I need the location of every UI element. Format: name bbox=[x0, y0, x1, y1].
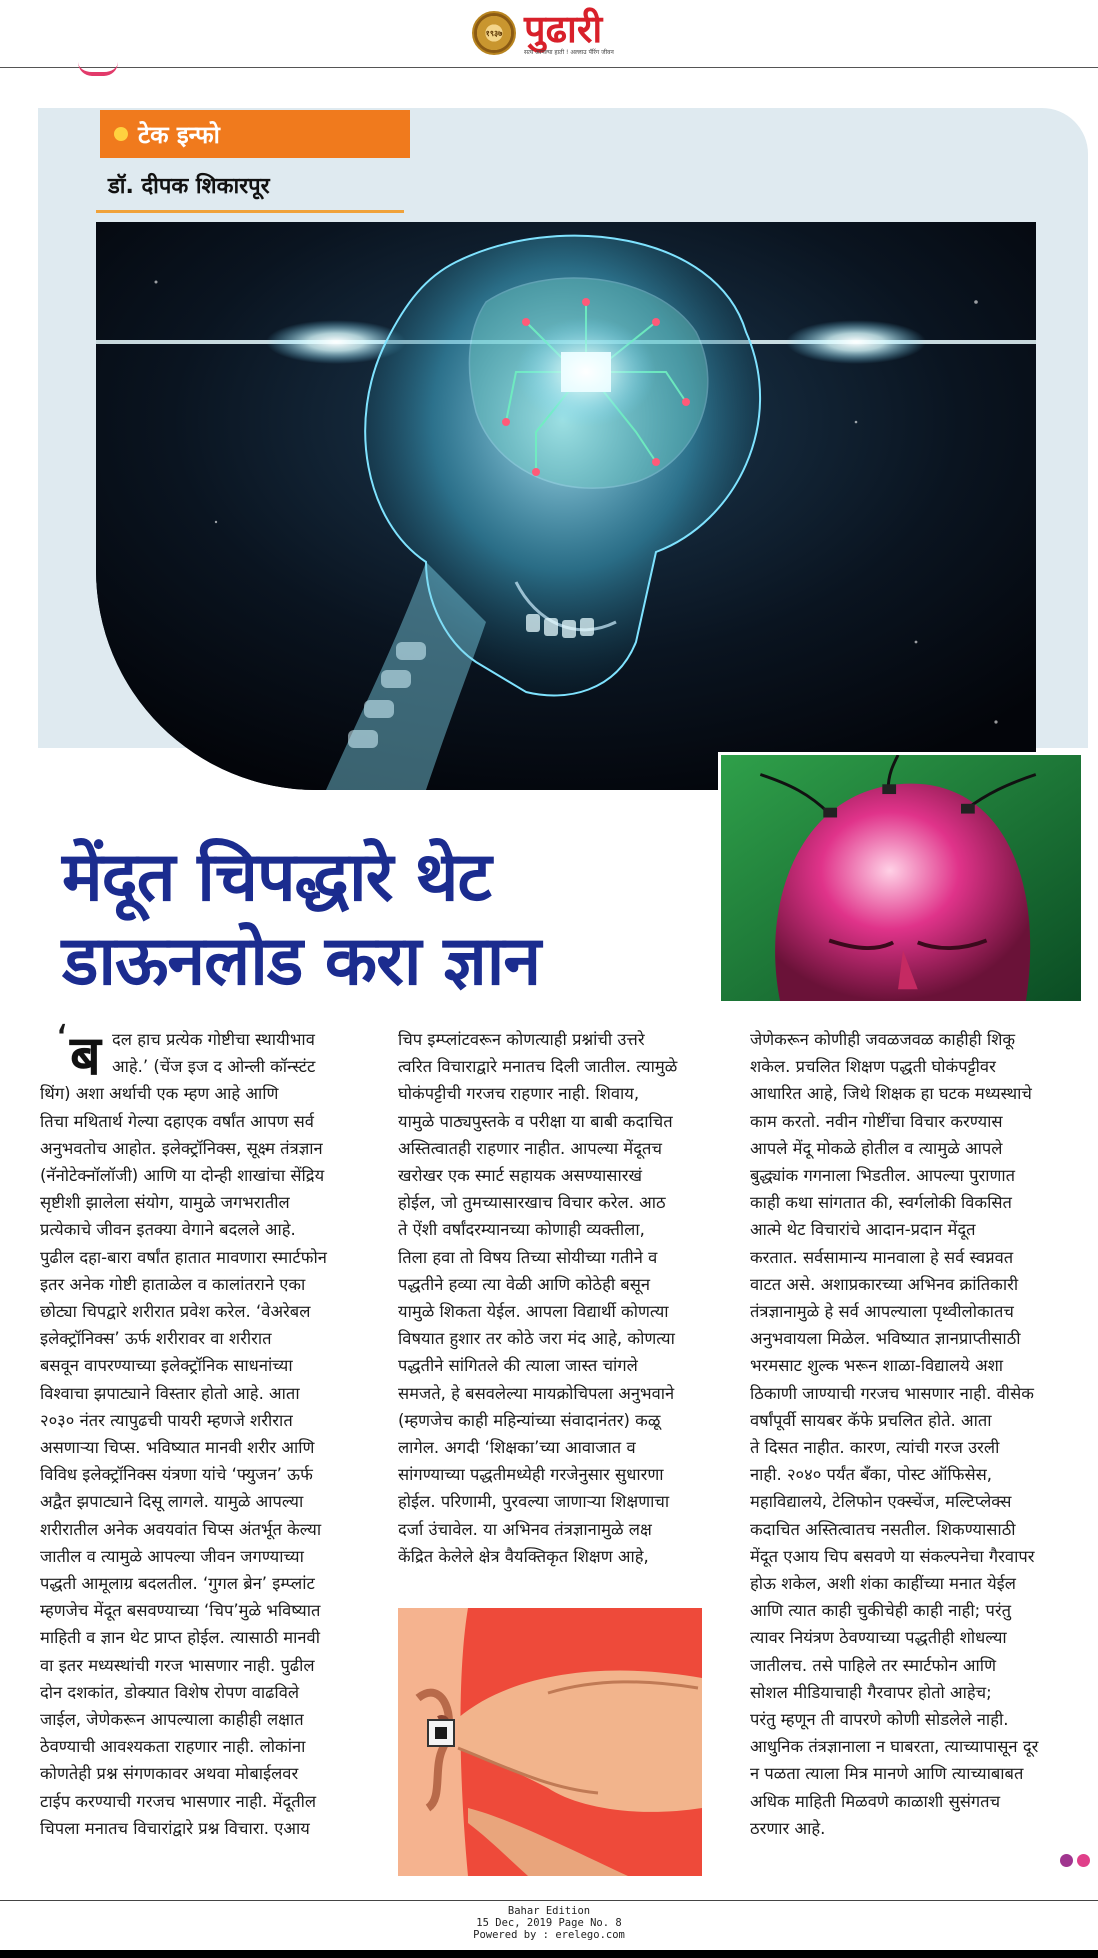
date-page-label: 15 Dec, 2019 Page No. 8 bbox=[476, 1917, 622, 1929]
headline-line-1: मेंदूत चिपद्धारे थेट bbox=[62, 838, 491, 917]
body-line: आधारित आहे, जिथे शिक्षक हा घटक मध्यस्थाचे bbox=[750, 1084, 1032, 1104]
body-line: वा इतर मध्यस्थांची गरज भासणार नाही. पुढील bbox=[40, 1655, 315, 1675]
headline-line-2: डाऊनलोड करा ज्ञान bbox=[62, 922, 541, 1001]
body-line: सोशल मीडियाचाही गैरवापर होतो आहेच; bbox=[750, 1682, 992, 1702]
body-line: अनुभवायला मिळेल. भविष्यात ज्ञानप्राप्तीसाठी bbox=[750, 1329, 1021, 1349]
body-line: विषयात हुशार तर कोठे जरा मंद आहे, कोणत्या bbox=[398, 1329, 675, 1349]
body-line: जातील व त्यामुळे आपल्या जीवन जगण्याच्या bbox=[40, 1546, 304, 1566]
body-line: अधिक माहिती मिळवणे काळाशी सुसंगतच bbox=[750, 1791, 1001, 1811]
footer-bar bbox=[0, 1950, 1098, 1958]
body-line: होईल, जो तुमच्यासारखाच विचार करेल. आठ bbox=[398, 1193, 666, 1213]
opening-quote: ‘ bbox=[56, 1017, 69, 1063]
body-line: अनुभवतोच आहोत. इलेक्ट्रॉनिक्स, सूक्ष्म तंत्रज्ञान bbox=[40, 1138, 323, 1158]
body-line: त्वरित विचाराद्वारे मनातच दिली जातील. त्यामुळे bbox=[398, 1057, 678, 1077]
article-column-3 bbox=[750, 1026, 1090, 1842]
body-line: यामुळे पाठ्यपुस्तके व परीक्षा या बाबी कदाचित bbox=[398, 1111, 673, 1131]
body-line: कोणतेही प्रश्न संगणकावर अथवा मोबाईलवर bbox=[40, 1764, 299, 1784]
body-line: सृष्टीशी झालेला संयोग, यामुळे जगभरातील bbox=[40, 1193, 290, 1213]
body-line: पद्धती आमूलाग्र बदलतील. ‘गुगल ब्रेन’ इम्प्लांट bbox=[40, 1574, 315, 1594]
fingers-chip-ear-illustration bbox=[398, 1608, 702, 1876]
body-line: दल हाच प्रत्येक गोष्टीचा स्थायीभाव bbox=[112, 1030, 315, 1049]
body-line: शकेल. प्रचलित शिक्षण पद्धती घोकंपट्टीवर bbox=[750, 1057, 996, 1077]
body-line: (नॅनोटेक्नॉलॉजी) आणि या दोन्ही शाखांचा सेंद्रिय bbox=[40, 1166, 325, 1186]
body-line: लागेल. अगदी ‘शिक्षका’च्या आवाजात व bbox=[398, 1438, 636, 1458]
body-line: इलेक्ट्रॉनिक्स’ ऊर्फ शरीरावर वा शरीरात bbox=[40, 1329, 272, 1349]
body-line: म्हणजेच मेंदूत बसवण्याच्या ‘चिप’मुळे भविष्यात bbox=[40, 1601, 321, 1621]
body-line: (म्हणजेच काही महिन्यांच्या संवादानंतर) कळू bbox=[398, 1410, 661, 1430]
hero-image bbox=[96, 222, 1036, 790]
body-line: छोट्या चिपद्वारे शरीरात प्रवेश करेल. ‘वेअरेबल bbox=[40, 1302, 311, 1322]
wired-head-illustration bbox=[721, 755, 1081, 1001]
drop-cap: ब bbox=[70, 1024, 101, 1087]
body-line: मेंदूत एआय चिप बसवणे या संकल्पनेचा गैरवापर bbox=[750, 1546, 1035, 1566]
body-line: असणाऱ्या चिप्स. भविष्यात मानवी शरीर आणि bbox=[40, 1438, 315, 1458]
body-line: भरमसाट शुल्क भरून शाळा-विद्यालये अशा bbox=[750, 1356, 1004, 1376]
body-line: आत्मे थेट विचारांचे आदान-प्रदान मेंदूत bbox=[750, 1220, 976, 1240]
body-line: पद्धतीने हव्या त्या वेळी आणि कोठेही बसून bbox=[398, 1274, 651, 1294]
body-line: बुद्ध्यांक गगनाला भिडतील. आपल्या पुराणात bbox=[750, 1166, 1016, 1186]
powered-by-link[interactable]: Powered by : erelego.com bbox=[473, 1929, 625, 1941]
dropcap-line bbox=[40, 1017, 402, 1087]
body-line: कदाचित अस्तित्वातच नसतील. शिकण्यासाठी bbox=[750, 1519, 1016, 1539]
body-line: आपले मेंदू मोकळे होतील व त्यामुळे आपले bbox=[750, 1138, 1003, 1158]
corner-decoration bbox=[78, 62, 118, 76]
body-line: परंतु म्हणून ती वापरणे कोणी सोडलेले नाही. bbox=[750, 1710, 1009, 1730]
logo-seal-icon bbox=[472, 11, 516, 55]
body-line: आधुनिक तंत्रज्ञानाला न घाबरता, त्याच्यापासून दूर bbox=[750, 1737, 1039, 1757]
body-line: ठेवण्याची आवश्यकता राहणार नाही. लोकांना bbox=[40, 1737, 306, 1757]
article-headline bbox=[62, 836, 712, 1004]
body-line: जातीलच. तसे पाहिले तर स्मार्टफोन आणि bbox=[750, 1655, 997, 1675]
body-line: चिपला मनातच विचारांद्वारे प्रश्न विचारा. एआय bbox=[40, 1818, 310, 1838]
body-line: माहिती व ज्ञान थेट प्राप्त होईल. त्यासाठी मानवी bbox=[40, 1628, 320, 1648]
body-line: दोन दशकांत, डोक्यात विशेष रोपण वाढविले bbox=[40, 1682, 300, 1702]
body-line: आणि त्यात काही चुकीचेही काही नाही; परंतु bbox=[750, 1601, 1012, 1621]
body-line: ठिकाणी जाण्याची गरजच भासणार नाही. वीसेक bbox=[750, 1383, 1034, 1403]
bullet-dot-icon bbox=[114, 127, 128, 141]
body-line: काही कथा सांगतात की, स्वर्गलोकी विकसित bbox=[750, 1193, 1012, 1213]
body-line: चिप इम्प्लांटवरून कोणत्याही प्रश्नांची उत्तरे bbox=[398, 1030, 645, 1049]
section-tag-label: टेक इन्फो bbox=[138, 120, 220, 149]
body-line: विश्वाचा झपाट्याने विस्तार होतो आहे. आता bbox=[40, 1383, 300, 1403]
body-line: आहे.’ (चेंज इज द ओन्ली कॉन्स्टंट bbox=[112, 1057, 316, 1077]
body-line: काम करतो. नवीन गोष्टींचा विचार करण्यास bbox=[750, 1111, 1003, 1131]
body-line: पुढील दहा-बारा वर्षांत हातात मावणारा स्मार्टफोन bbox=[40, 1247, 327, 1267]
body-line: ते ऐंशी वर्षांदरम्यानच्या कोणाही व्यक्तीला, bbox=[398, 1220, 645, 1240]
page-footer bbox=[0, 1900, 1098, 1958]
body-line: ठरणार आहे. bbox=[750, 1818, 826, 1838]
body-line: प्रत्येकाचे जीवन इतक्या वेगाने बदलले आहे. bbox=[40, 1220, 296, 1240]
body-line: इतर अनेक गोष्टी हाताळेल व कालांतराने एका bbox=[40, 1274, 306, 1294]
body-line: होईल. परिणामी, पुरवल्या जाणाऱ्या शिक्षणाचा bbox=[398, 1492, 670, 1512]
body-line: तिचा मथितार्थ गेल्या दहाएक वर्षांत आपण सर्व bbox=[40, 1111, 314, 1131]
body-line: नाही. २०४० पर्यंत बँका, पोस्ट ऑफिसेस, bbox=[750, 1465, 993, 1485]
masthead bbox=[0, 0, 1098, 68]
edition-label: Bahar Edition bbox=[507, 1905, 591, 1917]
body-line: सांगण्याच्या पद्धतीमध्येही गरजेनुसार सुधारणा bbox=[398, 1465, 664, 1485]
logo-seal-text: १९३७ bbox=[485, 28, 503, 38]
body-line: पद्धतीने सांगितले की त्याला जास्त चांगले bbox=[398, 1356, 638, 1376]
article-column-1 bbox=[40, 1017, 402, 1842]
body-line: अद्वैत झपाट्याने दिसू लागले. यामुळे आपल्या bbox=[40, 1492, 304, 1512]
body-line: वर्षांपूर्वी सायबर कॅफे प्रचलित होते. आता bbox=[750, 1410, 992, 1430]
body-line: जाईल, जेणेकरून आपल्याला काहीही लक्षात bbox=[40, 1710, 304, 1730]
byline-divider bbox=[96, 210, 404, 213]
body-line: समजते, हे बसवलेल्या मायक्रोचिपला अनुभवाने bbox=[398, 1383, 675, 1403]
author-byline: डॉ. दीपक शिकारपूर bbox=[108, 174, 270, 199]
body-line: यामुळे शिकता येईल. आपला विद्यार्थी कोणत्या bbox=[398, 1302, 669, 1322]
newspaper-logo[interactable] bbox=[472, 7, 614, 56]
footer-info bbox=[0, 1905, 1098, 1941]
body-line: जेणेकरून कोणीही जवळजवळ काहीही शिकू bbox=[750, 1030, 1016, 1049]
body-line: तिला हवा तो विषय तिच्या सोयीच्या गतीने व bbox=[398, 1247, 658, 1267]
body-line: बसवून वापरण्याच्या इलेक्ट्रॉनिक साधनांच्या bbox=[40, 1356, 293, 1376]
body-line: टाईप करण्याची गरजच भासणार नाही. मेंदूतील bbox=[40, 1791, 317, 1811]
article-column-2 bbox=[398, 1026, 728, 1570]
body-line: न पळता त्याला मित्र मानणे आणि त्याच्याबाबत bbox=[750, 1764, 1024, 1784]
body-line: केंद्रित केलेले क्षेत्र वैयक्तिकृत शिक्षण आहे, bbox=[398, 1546, 649, 1566]
inset-image bbox=[718, 752, 1084, 1004]
brain-chip-illustration bbox=[96, 222, 1036, 790]
end-dot-icon bbox=[1060, 1854, 1073, 1867]
end-dot-icon bbox=[1077, 1854, 1090, 1867]
body-line: त्यावर नियंत्रण ठेवण्याच्या पद्धतीही शोधल्या bbox=[750, 1628, 1007, 1648]
logo-text bbox=[524, 7, 614, 56]
body-line: तंत्रज्ञानामुळे हे सर्व आपल्याला पृथ्वीलोकातच bbox=[750, 1302, 1014, 1322]
brand-tagline: सत्य आपल्या हाती ! अल्लाउ पॅरिंग जीवन bbox=[524, 49, 614, 56]
body-line: करतात. सर्वसामान्य मानवाला हे सर्व स्वप्नवत bbox=[750, 1247, 1014, 1267]
ear-chip-image bbox=[398, 1608, 702, 1876]
body-line: अस्तित्वातही राहणार नाहीत. आपल्या मेंदूतच bbox=[398, 1138, 662, 1158]
body-line: शरीरातील अनेक अवयवांत चिप्स अंतर्भूत केल्या bbox=[40, 1519, 322, 1539]
body-line: खरोखर एक स्मार्ट सहायक असण्यासारखं bbox=[398, 1166, 642, 1186]
body-line: ते दिसत नाहीत. कारण, त्यांची गरज उरली bbox=[750, 1438, 1000, 1458]
section-tag bbox=[100, 110, 410, 158]
body-line: महाविद्यालये, टेलिफोन एक्स्चेंज, मल्टिप्लेक्स bbox=[750, 1492, 1012, 1512]
end-marker-dots bbox=[1060, 1854, 1090, 1867]
body-line: घोकंपट्टीची गरजच राहणार नाही. शिवाय, bbox=[398, 1084, 640, 1104]
body-line: होऊ शकेल, अशी शंका काहींच्या मनात येईल bbox=[750, 1574, 1016, 1594]
body-line: २०३० नंतर त्यापुढची पायरी म्हणजे शरीरात bbox=[40, 1410, 293, 1430]
body-line: थिंग) अशा अर्थाची एक म्हण आहे आणि bbox=[40, 1084, 279, 1104]
body-line: दर्जा उंचावेल. या अभिनव तंत्रज्ञानामुळे लक्ष bbox=[398, 1519, 652, 1539]
body-line: वाटत असे. अशाप्रकारच्या अभिनव क्रांतिकारी bbox=[750, 1274, 1019, 1294]
body-line: विविध इलेक्ट्रॉनिक्स यंत्रणा यांचे ‘फ्युजन’ ऊर्फ bbox=[40, 1465, 313, 1485]
brand-name: पुढारी bbox=[524, 7, 603, 51]
